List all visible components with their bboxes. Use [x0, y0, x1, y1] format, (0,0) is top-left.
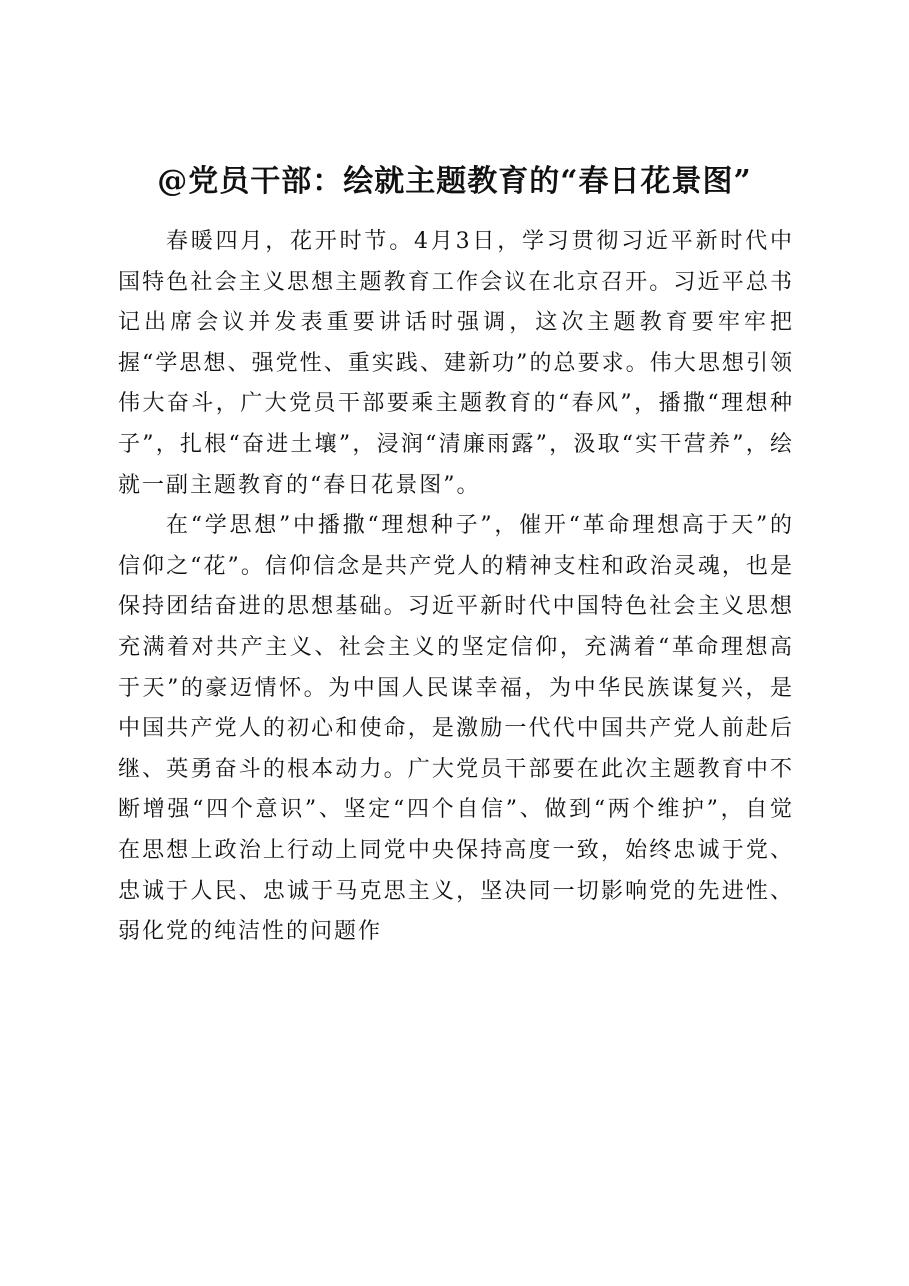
document-title: @党员干部：绘就主题教育的“春日花景图”: [157, 164, 752, 199]
document-body: [118, 222, 794, 953]
paragraph-1: 春暖四月，花开时节。4月3日，学习贯彻习近平新时代中国特色社会主义思想主题教育工作会议在北京召开。习近平总书记出席会议并发表重要讲话时强调，这次主题教育要牢牢把握“学思想、强党性、重实践、建新功”的总要求。伟大思想引领伟大奋斗，广大党员干部要乘主题教育的“春风”，播撒“理想种子”，扎根“奋进土壤”，浸润“清廉雨露”，汲取“实干营养”，绘就一副主题教育的“春日花景图”。: [118, 229, 794, 498]
paragraph-2: 在“学思想”中播撒“理想种子”，催开“革命理想高于天”的信仰之“花”。信仰信念是共产党人的精神支柱和政治灵魂，也是保持团结奋进的思想基础。习近平新时代中国特色社会主义思想充满着对共产主义、社会主义的坚定信仰，充满着“革命理想高于天”的豪迈情怀。为中国人民谋幸福，为中华民族谋复兴，是中国共产党人的初心和使命，是激励一代代中国共产党人前赴后继、英勇奋斗的根本动力。广大党员干部要在此次主题教育中不断增强“四个意识”、坚定“四个自信”、做到“两个维护”，自觉在思想上政治上行动上同党中央保持高度一致，始终忠诚于党、忠诚于人民、忠诚于马克思主义，坚决同一切影响党的先进性、弱化党的纯洁性的问题作: [118, 513, 794, 945]
